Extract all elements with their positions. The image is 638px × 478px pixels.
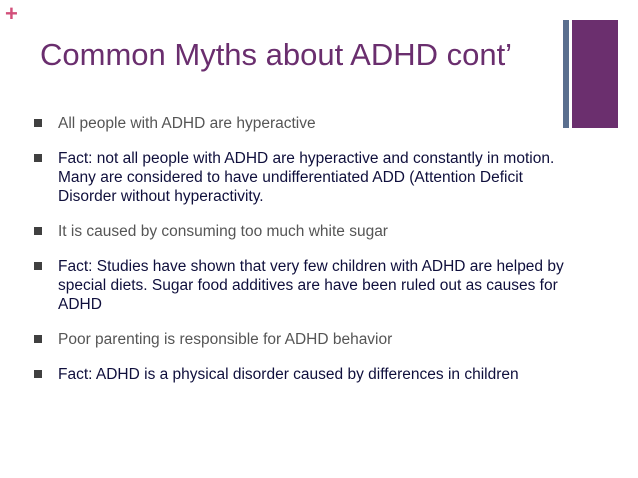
bullet-text: Poor parenting is responsible for ADHD behavior — [58, 331, 393, 348]
bullet-text: Fact: not all people with ADHD are hyperactive and constantly in motion. Many are considered to have undifferentiated ADD (Attention Deficit Disorder without hyperactivity. — [58, 150, 555, 205]
plus-icon: + — [5, 1, 18, 26]
square-bullet-icon — [34, 370, 42, 378]
bullet-text: Fact: ADHD is a physical disorder caused by differences in children — [58, 366, 519, 383]
accent-bar — [572, 20, 618, 128]
bullet-item-fact-3 — [34, 365, 564, 384]
bullet-text: All people with ADHD are hyperactive — [58, 115, 316, 132]
square-bullet-icon — [34, 154, 42, 162]
bullet-item-fact-2 — [34, 257, 564, 314]
bullet-item-myth-2 — [34, 222, 564, 241]
square-bullet-icon — [34, 335, 42, 343]
bullet-item-myth-3 — [34, 330, 564, 349]
bullet-item-fact-1 — [34, 149, 564, 206]
slide-title: Common Myths about ADHD cont’ — [40, 37, 513, 72]
square-bullet-icon — [34, 227, 42, 235]
bullet-text: It is caused by consuming too much white sugar — [58, 223, 388, 240]
accent-line — [563, 20, 569, 128]
bullet-text: Fact: Studies have shown that very few children with ADHD are helped by special diets. Sugar food additives are have been ruled out as causes for ADHD — [58, 258, 564, 313]
square-bullet-icon — [34, 119, 42, 127]
bullet-list — [34, 114, 564, 400]
square-bullet-icon — [34, 262, 42, 270]
bullet-item-myth-1 — [34, 114, 564, 133]
